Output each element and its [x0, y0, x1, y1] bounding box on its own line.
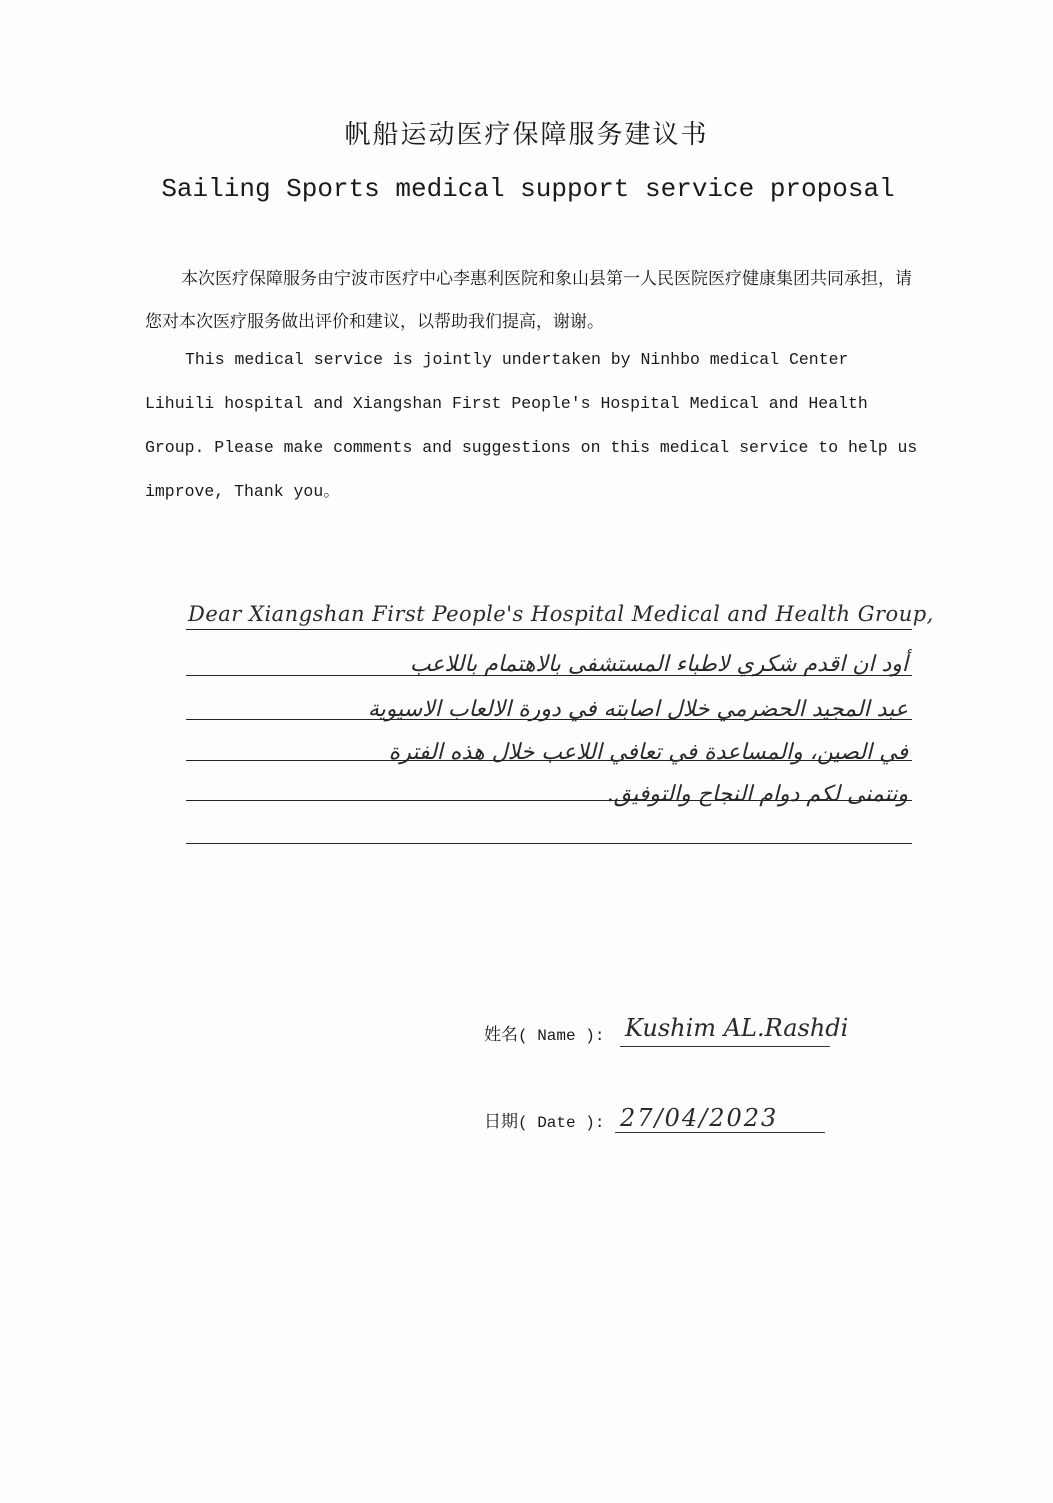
date-value: 27/04/2023 [620, 1104, 779, 1132]
comment-rule-6 [186, 843, 912, 844]
comment-rule-4 [186, 760, 912, 761]
comment-arabic-line-4: ونتمنى لكم دوام النجاح والتوفيق. [606, 782, 908, 807]
comment-rule-2 [186, 675, 912, 676]
intro-chinese: 本次医疗保障服务由宁波市医疗中心李惠利医院和象山县第一人民医院医疗健康集团共同承担，请您对本次医疗服务做出评价和建议，以帮助我们提高，谢谢。 [145, 269, 912, 332]
name-value: Kushim AL.Rashdi [625, 1014, 849, 1042]
title-chinese: 帆船运动医疗保障服务建议书 [344, 120, 709, 150]
name-label: 姓名( Name ): [484, 1025, 605, 1045]
comment-arabic-line-3: في الصين، والمساعدة في تعافي اللاعب خلال هذه الفترة [388, 740, 908, 765]
date-underline [615, 1132, 825, 1133]
title-english: Sailing Sports medical support service proposal [161, 174, 895, 204]
comment-arabic-line-1: أود ان اقدم شكري لاطباء المستشفى بالاهتمام باللاعب [409, 652, 908, 677]
comment-rule-1 [186, 629, 912, 630]
intro-english: This medical service is jointly undertaken by Ninhbo medical Center Lihuili hospital and Xiangshan First People's Hospital Medical and Health Group. Please make comments and suggestions on this medical service to help us improve, Thank you。 [145, 350, 918, 501]
comment-rule-3 [186, 719, 912, 720]
date-label: 日期( Date ): [484, 1112, 605, 1132]
comment-rule-5 [186, 800, 912, 801]
comment-greeting: Dear Xiangshan First People's Hospital Medical and Health Group, [188, 602, 934, 626]
comment-arabic-line-2: عبد المجيد الحضرمي خلال اصابته في دورة الالعاب الاسيوية [367, 697, 908, 722]
name-underline [620, 1046, 830, 1047]
